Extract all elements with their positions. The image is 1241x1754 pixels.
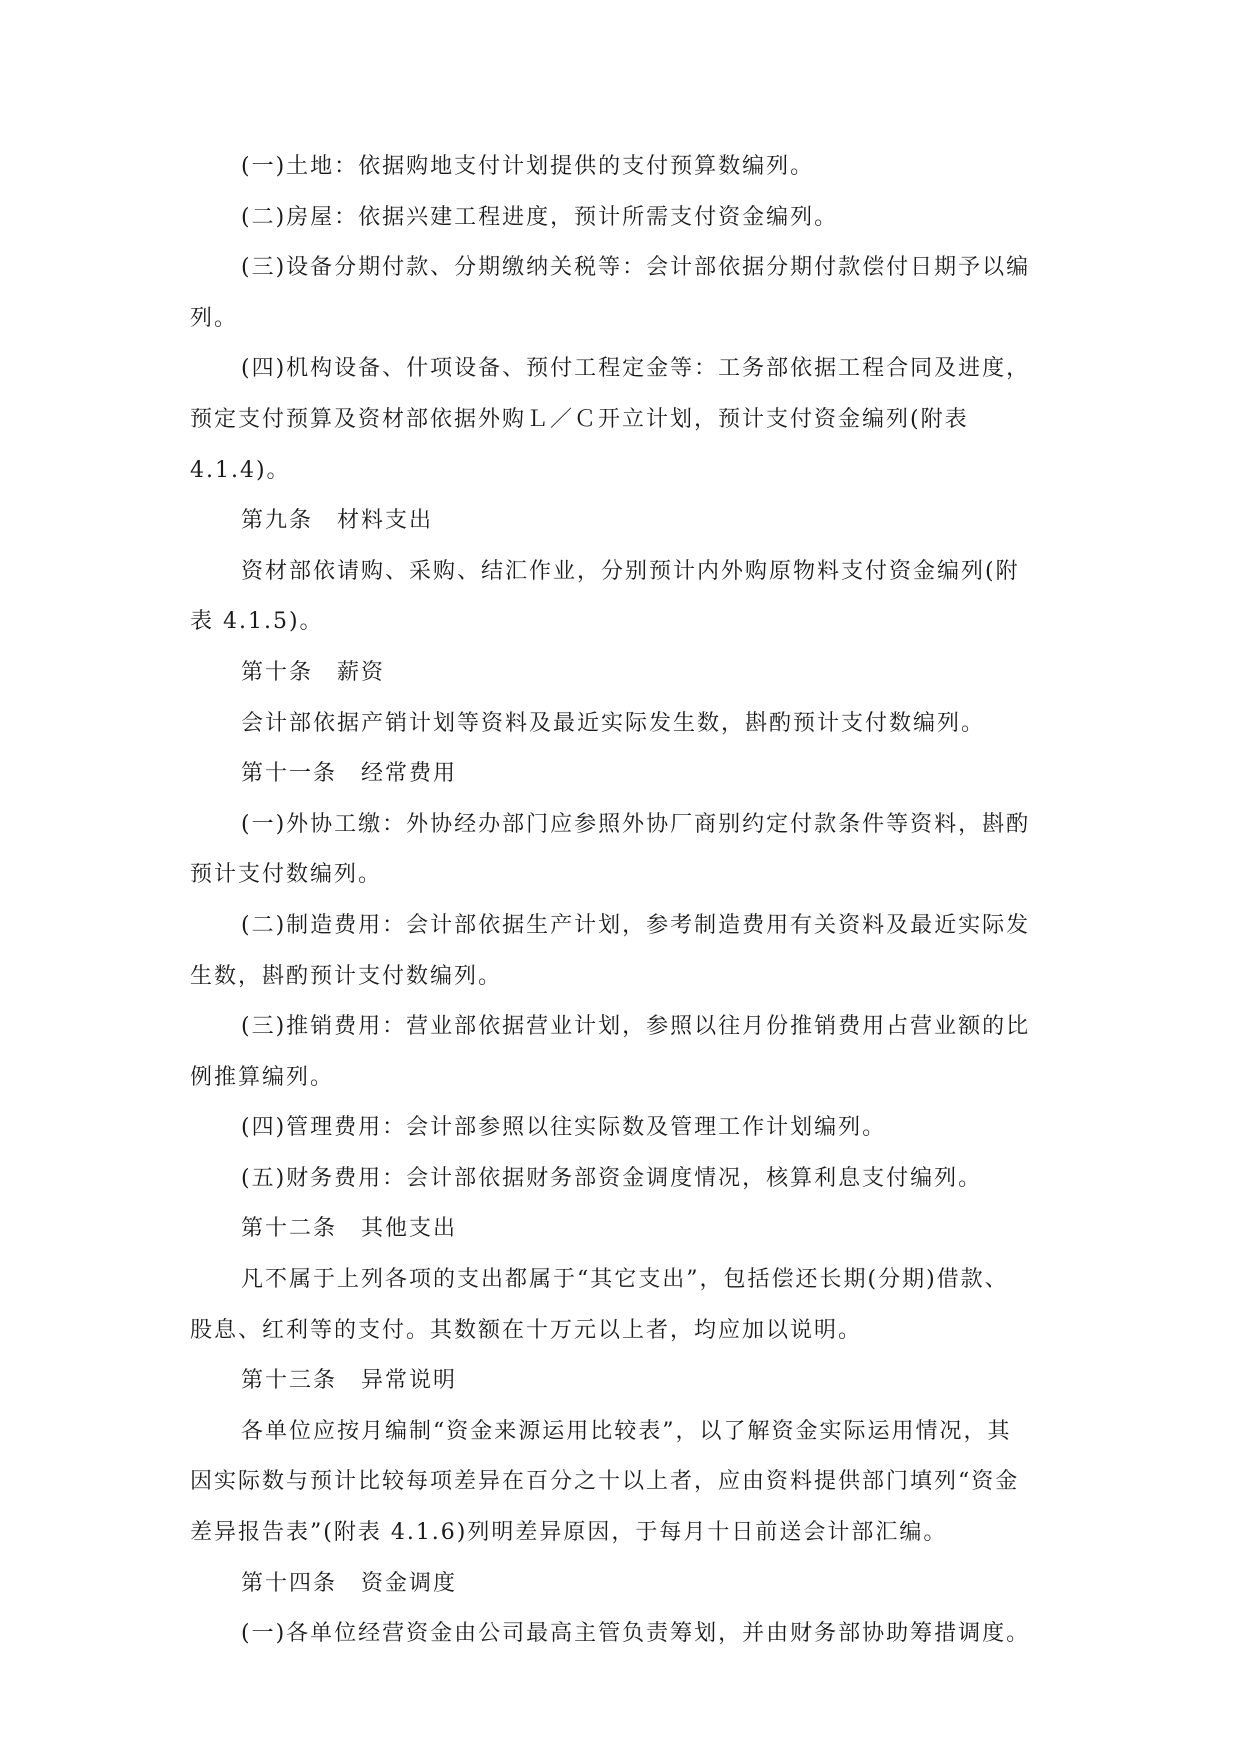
text-line: 预计支付数编列。: [190, 862, 383, 888]
article-heading: 第十三条 异常说明: [241, 1368, 458, 1394]
article-heading: 第十一条 经常费用: [241, 761, 458, 787]
text-line: 股息、红利等的支付。其数额在十万元以上者，均应加以说明。: [190, 1317, 863, 1343]
text-line: (一)土地：依据购地支付计划提供的支付预算数编列。: [241, 154, 815, 179]
text-line: 会计部依据产销计划等资料及最近实际发生数，斟酌预计支付数编列。: [241, 710, 986, 736]
text-line: 预定支付预算及资材部依据外购Ｌ／Ｃ开立计划，预计支付资金编列(附表: [190, 406, 969, 432]
text-line: 差异报告表”(附表 4.1.6)列明差异原因，于每月十日前送会计部汇编。: [190, 1520, 948, 1546]
text-line: 资材部依请购、采购、结汇作业，分别预计内外购原物料支付资金编列(附: [241, 558, 1020, 584]
text-line: 凡不属于上列各项的支出都属于“其它支出”，包括偿还长期(分期)借款、: [241, 1267, 1009, 1293]
text-line: (一)外协工缴：外协经办部门应参照外协厂商别约定付款条件等资料，斟酌: [241, 811, 1031, 837]
article-heading: 第十条 薪资: [241, 659, 386, 685]
text-line: (三)推销费用：营业部依据营业计划，参照以往月份推销费用占营业额的比: [241, 1014, 1031, 1040]
text-line: (三)设备分期付款、分期缴纳关税等：会计部依据分期付款偿付日期予以编: [241, 255, 1031, 281]
text-line: (五)财务费用：会计部依据财务部资金调度情况，核算利息支付编列。: [241, 1165, 983, 1191]
document-body: [190, 146, 1052, 1664]
text-line: (四)机构设备、什项设备、预付工程定金等：工务部依据工程合同及进度，: [241, 356, 1031, 382]
text-line: 各单位应按月编制“资金来源运用比较表”，以了解资金实际运用情况，其: [241, 1418, 1012, 1444]
text-line: (一)各单位经营资金由公司最高主管负责筹划，并由财务部协助筹措调度。: [241, 1621, 1031, 1647]
article-heading: 第十二条 其他支出: [241, 1216, 458, 1242]
article-heading: 第九条 材料支出: [241, 508, 434, 534]
text-line: (四)管理费用：会计部参照以往实际数及管理工作计划编列。: [241, 1115, 887, 1141]
text-line: 表 4.1.5)。: [190, 609, 324, 635]
text-line: 因实际数与预计比较每项差异在百分之十以上者，应由资料提供部门填列“资金: [190, 1469, 1020, 1495]
text-line: (二)房屋：依据兴建工程进度，预计所需支付资金编列。: [241, 204, 839, 230]
text-line: (二)制造费用：会计部依据生产计划，参考制造费用有关资料及最近实际发: [241, 912, 1031, 938]
text-line: 生数，斟酌预计支付数编列。: [190, 963, 503, 989]
article-heading: 第十四条 资金调度: [241, 1570, 458, 1596]
text-line: 例推算编列。: [190, 1064, 335, 1090]
text-line: 列。: [190, 305, 239, 331]
text-line: 4.1.4)。: [190, 457, 291, 483]
